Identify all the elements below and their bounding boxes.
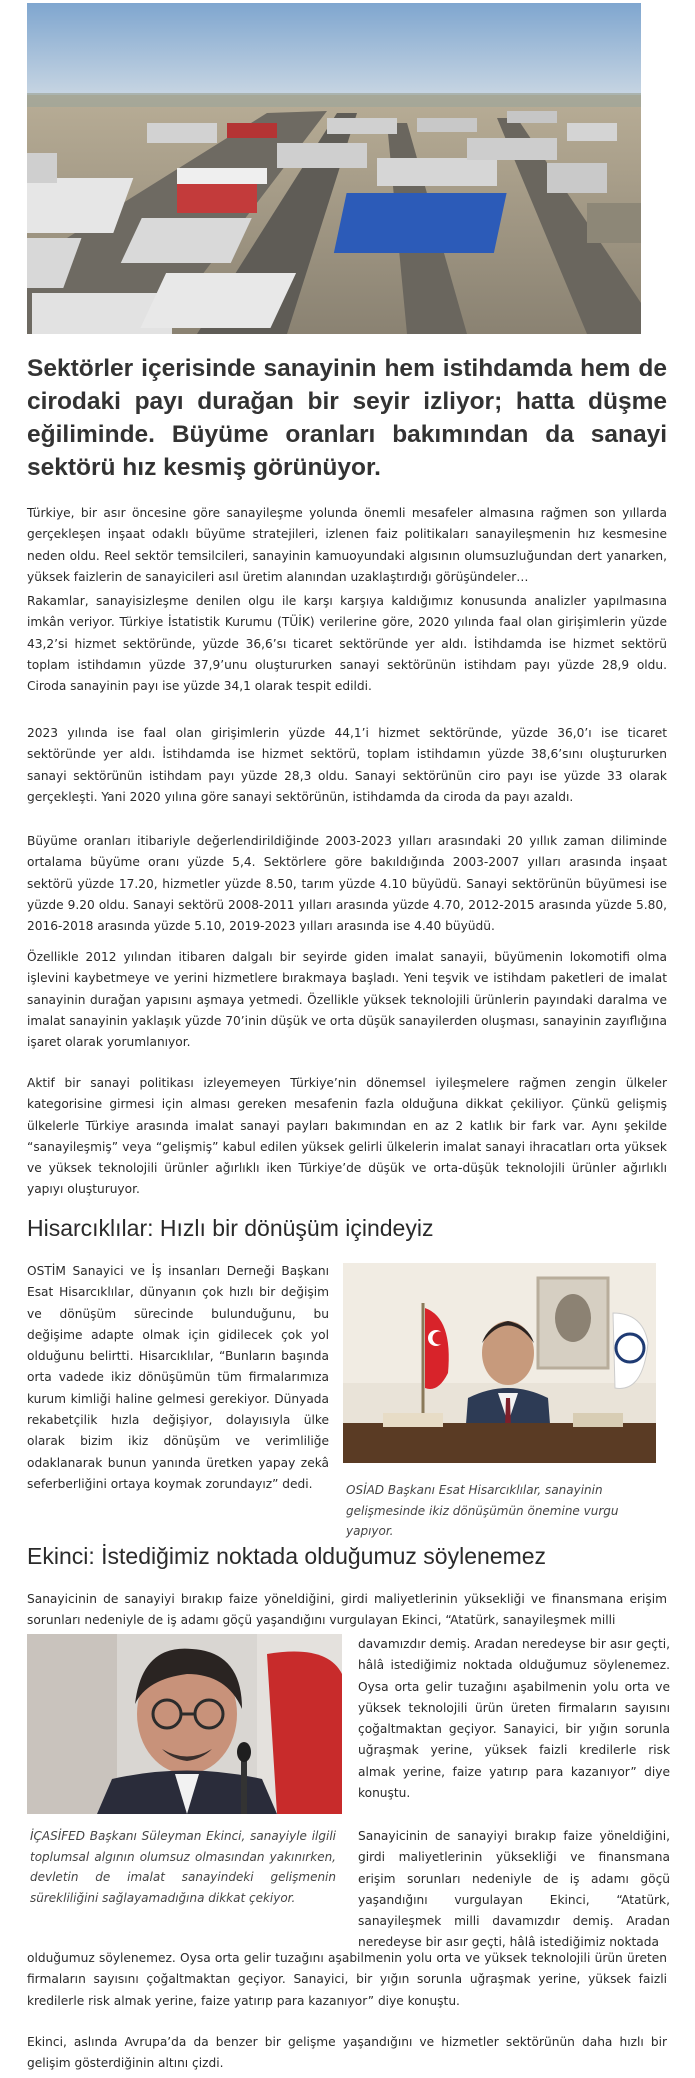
section-heading-ekinci: Ekinci: İstediğimiz noktada olduğumuz söylenemez <box>27 1543 547 1569</box>
hisarciklilar-photo-caption: OSİAD Başkanı Esat Hisarcıklılar, sanayinin gelişmesinde ikiz dönüşümün önemine vurgu yapıyor. <box>346 1483 619 1538</box>
paragraph-5: Özellikle 2012 yılından itibaren dalgalı bir seyirde giden imalat sanayii, büyümenin lokomotifi olma işlevini kaybetmeye ve yerini hizmetlere bırakmaya başladı. Yeni teşvik ve istihdam paketleri de imalat sanayinin durağan yapısını aşmaya yetmedi. Özellikle yüksek teknolojili ürünlerin payındaki daralma ve imalat sanayinin yaklaşık yüzde 70’inin düşük ve orta düşük sanayilerden oluşması, sanayinin zayıflığına işaret olarak yorumlanıyor. <box>27 950 667 1050</box>
ekinci-intro: Sanayicinin de sanayiyi bırakıp faize yöneldiğini, girdi maliyetlerinin yüksekliği ve finansmana erişim sorunları nedeniyle de iş adamı göçü yaşandığını vurgulayan Ekinci, “Atatürk, sanayileşmek milli <box>27 1592 667 1628</box>
ekinci-full-text: olduğumuz söylenemez. Oysa orta gelir tuzağını aşabilmenin yolu orta ve yüksek teknolojili ürün üreten firmaların sayısını çoğaltmaktan geçiyor. Sanayici, bir yığın sorunla uğraşmak yerine, yüksek faizli kredilerle risk almak yerine, faize yatırıp para kazanıyor” diye konuştu. <box>27 1951 667 2008</box>
section-heading-hisarciklilar: Hisarcıklılar: Hızlı bir dönüşüm içindeyiz <box>27 1215 434 1241</box>
paragraph-3: 2023 yılında ise faal olan girişimlerin yüzde 44,1’i hizmet sektöründe, yüzde 36,0’ı ise ticaret sektöründe yer aldı. İstihdamda ise hizmet sektörü, toplam istihdamın yüzde 38,6’sını oluştururken sanayi sektörünün istihdam payı yüzde 28,3 oldu. Sanayi sektörünün ciro payı ise yüzde 33 olarak gerçekleşti. Yani 2020 yılına göre sanayi sektörünün, istihdamda da ciroda da payı azaldı. <box>27 726 667 804</box>
ekinci-right-text: davamızdır demiş. Aradan neredeyse bir asır geçti, hâlâ istediğimiz noktada olduğumuz söylenemez. Oysa orta gelir tuzağını aşabilmenin yolu orta ve yüksek teknolojili ürün üreten firmaların sayısını çoğaltmaktan geçiyor. Sanayici, bir yığın sorunla uğraşmak yerine, yüksek faizli kredilerle risk almak yerine, faize yatırıp para kazanıyor” diye konuştu. <box>358 1637 670 1801</box>
paragraph-2: Rakamlar, sanayisizleşme denilen olgu ile karşı karşıya kaldığımız konusunda analizler yapılmasına imkân veriyor. Türkiye İstatistik Kurumu (TÜİK) verilerine göre, 2020 yılında faal olan girişimlerin yüzde 43,2’si hizmet sektöründe, yüzde 36,6’sı ticaret sektöründe yer aldı. İstihdamda ise hizmet sektörü toplam istihdamın yüzde 37,9’unu oluştururken sanayi sektörünün istihdam payı yüzde 28,9 oldu. Ciroda sanayinin payı ise yüzde 34,1 olarak tespit edildi. <box>27 594 667 694</box>
paragraph-6: Aktif bir sanayi politikası izleyemeyen Türkiye’nin dönemsel iyileşmelere rağmen zengin ülkeler kategorisine girmesi için alması gereken mesafenin fazla olduğuna dikkat çekiliyor. Çünkü gelişmiş ülkelerle Türkiye arasında imalat sanayi payları bakımından en az 2 katlık bir fark var. Aynı şekilde “sanayileşmiş” veya “gelişmiş” kabul edilen yüksek gelirli ülkelerin imalat sanayi ihracatları orta yüksek ve yüksek teknolojili ürünler ağırlıklı iken Türkiye’de düşük ve orta-düşük teknolojili ürünler ağırlıklı yapıyı oluşturuyor. <box>27 1076 667 1197</box>
industrial-zone-photo <box>27 3 641 334</box>
paragraph-4: Büyüme oranları itibariyle değerlendirildiğinde 2003-2023 yılları arasındaki 20 yıllık zaman diliminde ortalama büyüme oranı yüzde 5,4. Sektörlere göre bakıldığında 2003-2007 yılları arasında inşaat sektörü yüzde 17.20, hizmetler yüzde 8.50, tarım yüzde 4.10 büyüdü. Sanayi sektörünün büyümesi ise yüzde 9.20 oldu. Sanayi sektörü 2008-2011 yılları arasında yüzde 4.70, 2012-2015 arasında yüzde 5.80, 2016-2018 arasında yüzde 5.10, 2019-2023 yılları arasında ise 4.40 büyüdü. <box>27 834 667 934</box>
article-headline: Sektörler içerisinde sanayinin hem istihdamda hem de cirodaki payı durağan bir seyir izliyor; hatta düşme eğiliminde. Büyüme oranları bakımından da sanayi sektörü hız kesmiş görünüyor. <box>27 355 667 481</box>
ekinci-right-text-2: Sanayicinin de sanayiyi bırakıp faize yöneldiğini, girdi maliyetlerinin yüksekliği ve finansmana erişim sorunları nedeniyle de iş adamı göçü yaşandığını vurgulayan Ekinci, “Atatürk, sanayileşmek milli davamızdır demiş. Aradan neredeyse bir asır geçti, hâlâ istediğimiz noktada <box>358 1829 670 1950</box>
hisarciklilar-text: OSTİM Sanayici ve İş insanları Derneği Başkanı Esat Hisarcıklılar, dünyanın çok hızlı bir değişim ve dönüşüm sürecinde bulunduğunu, bu değişime adapte olmak için gidilecek çok yol olduğunu belirtti. Hisarcıklılar, “Bunların başında orta vadede ikiz dönüşümün tüm firmalarımıza kurum kimliği haline gelmesi gerekiyor. Dünyada rekabetçilik hızla değişiyor, dolayısıyla ülke olarak bizim ikiz dönüşüm ve verimliliğe odaklanarak bunun yanında üretken yapay zekâ seferberliğini ortaya koymak zorundayız” dedi. <box>27 1264 329 1491</box>
ekinci-photo-caption: İÇASİFED Başkanı Süleyman Ekinci, sanayiyle ilgili toplumsal algının olumsuz olmasından yakınırken, devletin de imalat sanayindeki gelişmenin sürekliliğini sağlayamadığına dikkat çekiyor. <box>30 1829 336 1905</box>
paragraph-1: Türkiye, bir asır öncesine göre sanayileşme yolunda önemli mesafeler almasına rağmen son yıllarda gerçekleşen inşaat odaklı büyüme stratejileri, izlenen faiz politikaları sanayileşmenin hız kesmesine neden oldu. Reel sektör temsilcileri, sanayinin kamuoyundaki algısının olumsuzluğundan dert yanarken, yüksek faizlerin de sanayicileri asıl üretim alanından uzaklaştırdığı görüşündeler… <box>27 506 667 584</box>
ekinci-photo <box>27 1634 342 1814</box>
hisarciklilar-photo <box>343 1263 656 1463</box>
ekinci-last-paragraph: Ekinci, aslında Avrupa’da da benzer bir gelişme yaşandığını ve hizmetler sektörünün daha hızlı bir gelişim gösterdiğinin altını çizdi. <box>27 2035 667 2071</box>
